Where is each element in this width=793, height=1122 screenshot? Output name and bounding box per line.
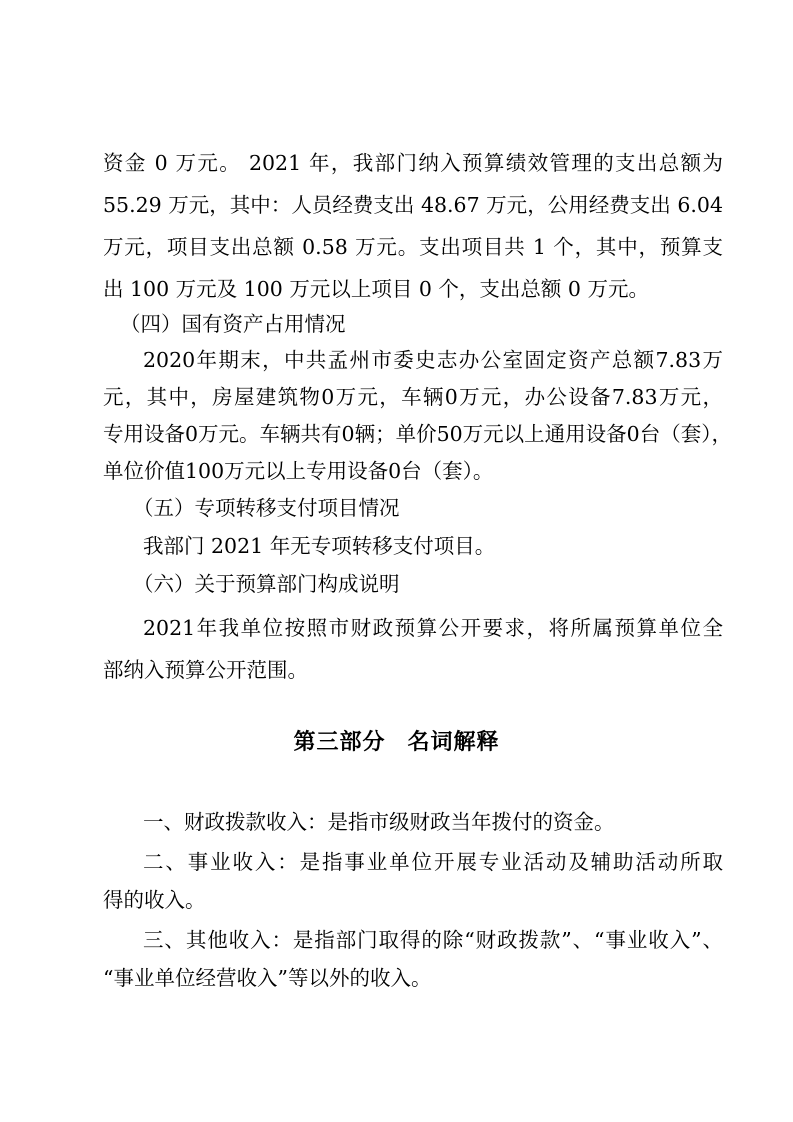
- para-assets-line-2: 元，其中，房屋建筑物0万元，车辆0万元，办公设备7.83万元，: [103, 385, 723, 409]
- term-2-line-1: 二、事业收入：是指事业单位开展专业活动及辅助活动所取: [143, 850, 723, 874]
- para-composition-line-1: 2021年我单位按照市财政预算公开要求，将所属预算单位全: [143, 616, 723, 640]
- section-5-title: （五）专项转移支付项目情况: [133, 496, 400, 520]
- term-3-line-2: “事业单位经营收入”等以外的收入。: [103, 966, 432, 990]
- part-3-name: 名词解释: [407, 730, 500, 755]
- para-assets-line-1: 2020年期末，中共孟州市委史志办公室固定资产总额7.83万: [143, 348, 723, 372]
- para-performance-line-1: 资金 0 万元。 2021 年，我部门纳入预算绩效管理的支出总额为: [103, 151, 723, 175]
- para-assets-line-4: 单位价值100万元以上专用设备0台（套）。: [103, 459, 494, 483]
- section-6-title: （六）关于预算部门构成说明: [133, 572, 400, 596]
- section-4-title: （四）国有资产占用情况: [120, 312, 346, 336]
- term-1: 一、财政拨款收入：是指市级财政当年拨付的资金。: [143, 810, 615, 834]
- para-transfer: 我部门 2021 年无专项转移支付项目。: [143, 534, 496, 558]
- term-3-line-1: 三、其他收入：是指部门取得的除“财政拨款”、“事业收入”、: [143, 928, 723, 952]
- para-performance-line-4: 出 100 万元及 100 万元以上项目 0 个，支出总额 0 万元。: [103, 277, 649, 301]
- part-3-heading: [0, 726, 793, 760]
- part-3-number: 第三部分: [293, 730, 386, 755]
- para-assets-line-3: 专用设备0万元。车辆共有0辆；单价50万元以上通用设备0台（套），: [103, 422, 732, 446]
- para-performance-line-3: 万元，项目支出总额 0.58 万元。支出项目共 1 个，其中，预算支: [103, 235, 723, 259]
- para-composition-line-2: 部纳入预算公开范围。: [103, 658, 308, 682]
- term-2-line-2: 得的收入。: [103, 888, 206, 912]
- para-performance-line-2: 55.29 万元，其中：人员经费支出 48.67 万元，公用经费支出 6.04: [103, 193, 723, 217]
